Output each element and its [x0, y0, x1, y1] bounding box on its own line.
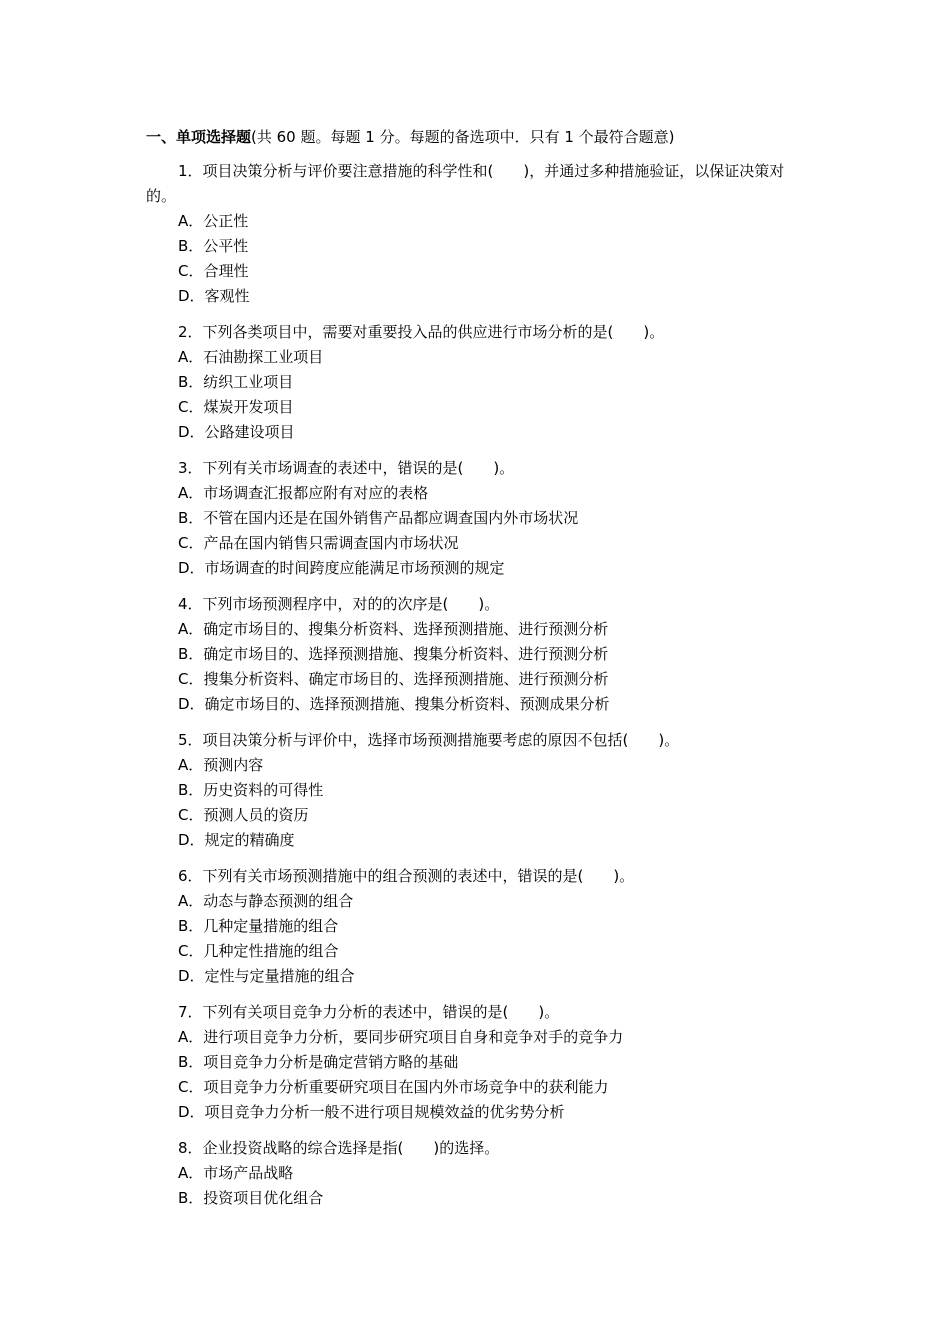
question-stem: 6．下列有关市场预测措施中的组合预测的表述中，错误的是( )。 [178, 867, 635, 885]
question-stem: 1．项目决策分析与评价要注意措施的科学性和( )，并通过多种措施验证，以保证决策对的。 [146, 162, 785, 205]
question-stem: 7．下列有关项目竞争力分析的表述中，错误的是( )。 [178, 1003, 560, 1021]
question-2 [146, 320, 806, 445]
option-a: A．预测内容 [178, 756, 264, 774]
option-a: A．石油勘探工业项目 [178, 348, 324, 366]
question-stem: 3．下列有关市场调查的表述中，错误的是( )。 [178, 459, 515, 477]
option-c: C．合理性 [178, 262, 249, 280]
question-8 [146, 1136, 806, 1211]
option-a: A．市场产品战略 [178, 1164, 294, 1182]
option-b: B．历史资料的可得性 [178, 781, 324, 799]
option-c: C．产品在国内销售只需调查国内市场状况 [178, 534, 459, 552]
option-d: D．定性与定量措施的组合 [178, 967, 355, 985]
option-d: D．市场调查的时间跨度应能满足市场预测的规定 [178, 559, 505, 577]
option-b: B．投资项目优化组合 [178, 1189, 324, 1207]
option-a: A．确定市场目的、搜集分析资料、选择预测措施、进行预测分析 [178, 620, 609, 638]
option-b: B．确定市场目的、选择预测措施、搜集分析资料、进行预测分析 [178, 645, 609, 663]
option-d: D．项目竞争力分析一般不进行项目规模效益的优劣势分析 [178, 1103, 565, 1121]
question-3 [146, 456, 806, 581]
option-b: B．公平性 [178, 237, 249, 255]
option-a: A．进行项目竞争力分析，要同步研究项目自身和竞争对手的竞争力 [178, 1028, 624, 1046]
question-stem: 8．企业投资战略的综合选择是指( )的选择。 [178, 1139, 500, 1157]
option-b: B．纺织工业项目 [178, 373, 294, 391]
option-d: D．确定市场目的、选择预测措施、搜集分析资料、预测成果分析 [178, 695, 610, 713]
question-stem: 2．下列各类项目中，需要对重要投入品的供应进行市场分析的是( )。 [178, 323, 665, 341]
option-b: B．几种定量措施的组合 [178, 917, 339, 935]
question-4 [146, 592, 806, 717]
question-7 [146, 1000, 806, 1125]
option-c: C．项目竞争力分析重要研究项目在国内外市场竞争中的获利能力 [178, 1078, 609, 1096]
option-d: D．规定的精确度 [178, 831, 295, 849]
question-1 [146, 159, 806, 309]
option-c: C．搜集分析资料、确定市场目的、选择预测措施、进行预测分析 [178, 670, 609, 688]
section-note: (共 60 题。每题 1 分。每题的备选项中．只有 1 个最符合题意) [251, 128, 675, 146]
option-a: A．公正性 [178, 212, 249, 230]
question-stem: 4．下列市场预测程序中，对的的次序是( )。 [178, 595, 500, 613]
question-5 [146, 728, 806, 853]
option-a: A．动态与静态预测的组合 [178, 892, 354, 910]
option-b: B．不管在国内还是在国外销售产品都应调查国内外市场状况 [178, 509, 579, 527]
option-c: C．煤炭开发项目 [178, 398, 294, 416]
option-c: C．几种定性措施的组合 [178, 942, 339, 960]
question-stem: 5．项目决策分析与评价中，选择市场预测措施要考虑的原因不包括( )。 [178, 731, 680, 749]
section-header [146, 126, 806, 148]
document-content [146, 126, 806, 1222]
option-b: B．项目竞争力分析是确定营销方略的基础 [178, 1053, 459, 1071]
section-title: 一、单项选择题 [146, 128, 252, 146]
option-c: C．预测人员的资历 [178, 806, 309, 824]
option-d: D．客观性 [178, 287, 250, 305]
option-d: D．公路建设项目 [178, 423, 295, 441]
question-6 [146, 864, 806, 989]
option-a: A．市场调查汇报都应附有对应的表格 [178, 484, 429, 502]
